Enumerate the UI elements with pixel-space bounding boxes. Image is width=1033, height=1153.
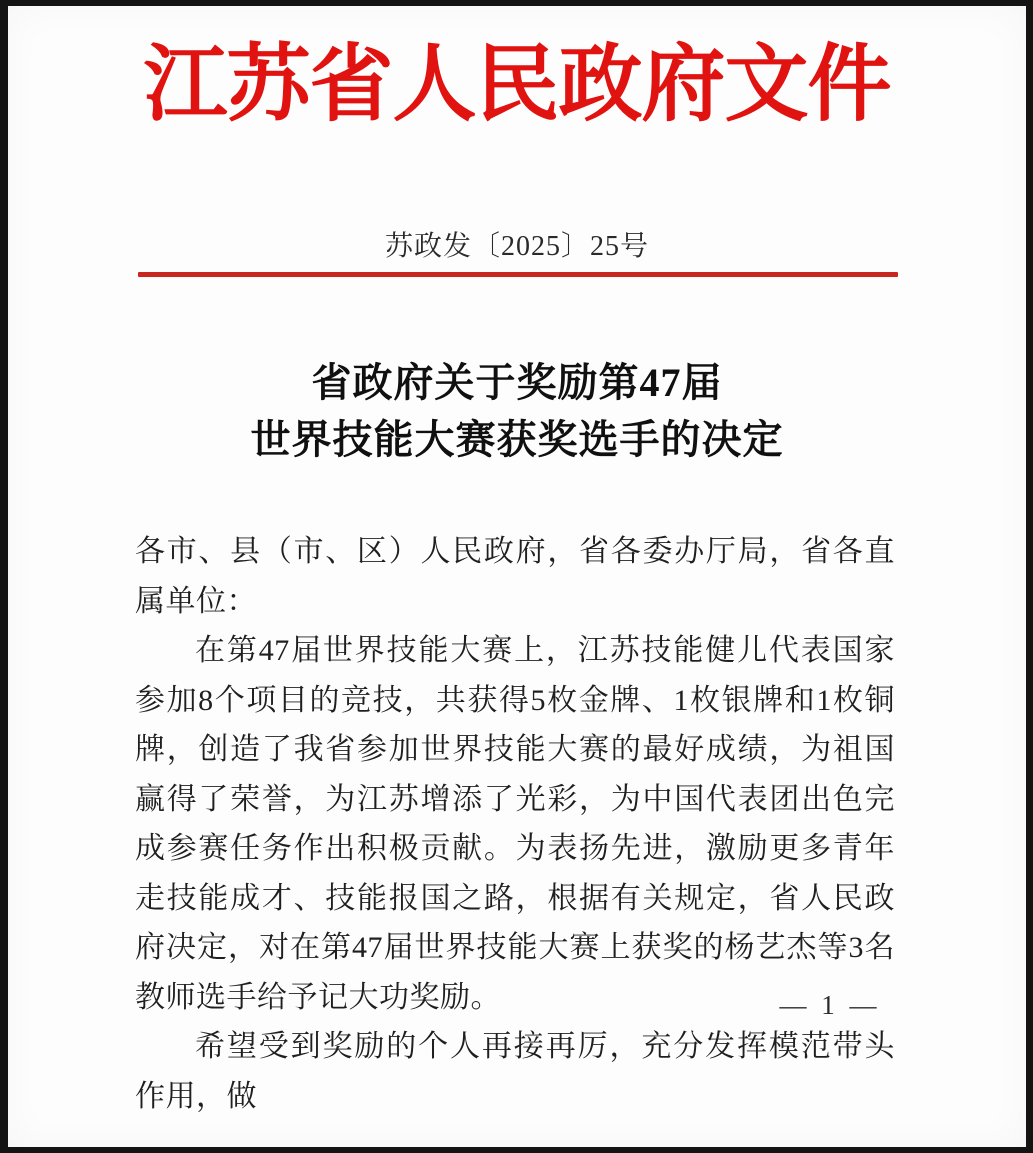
letterhead-title: 江苏省人民政府文件 [143,39,891,132]
body-paragraph-1: 在第47届世界技能大赛上，江苏技能健儿代表国家参加8个项目的竞技，共获得5枚金牌、1枚银牌和1枚铜牌，创造了我省参加世界技能大赛的最好成绩，为祖国赢得了荣誉，为江苏增添了光彩，为中国代表团出色完成参赛任务作出积极贡献。为表扬先进，激励更多青年走技能成才、技能报国之路，根据有关规定，省人民政府决定，对在第47届世界技能大赛上获奖的杨艺杰等3名教师选手给予记大功奖励。 [135,634,895,1014]
document-title-line2: 世界技能大赛获奖选手的决定 [250,417,784,462]
document-number: 苏政发〔2025〕25号 [384,231,649,262]
document-page [8,6,1026,1147]
salutation-line: 各市、县（市、区）人民政府，省各委办厅局，省各直属单位： [135,535,895,618]
document-title-line1: 省政府关于奖励第47届 [311,360,723,405]
document-title [8,354,1026,468]
document-body [135,527,895,1121]
page-number: — 1 — [779,990,881,1020]
red-divider-line [138,272,898,277]
body-paragraph-2: 希望受到奖励的个人再接再厉，充分发挥模范带头作用，做 [135,1030,895,1113]
